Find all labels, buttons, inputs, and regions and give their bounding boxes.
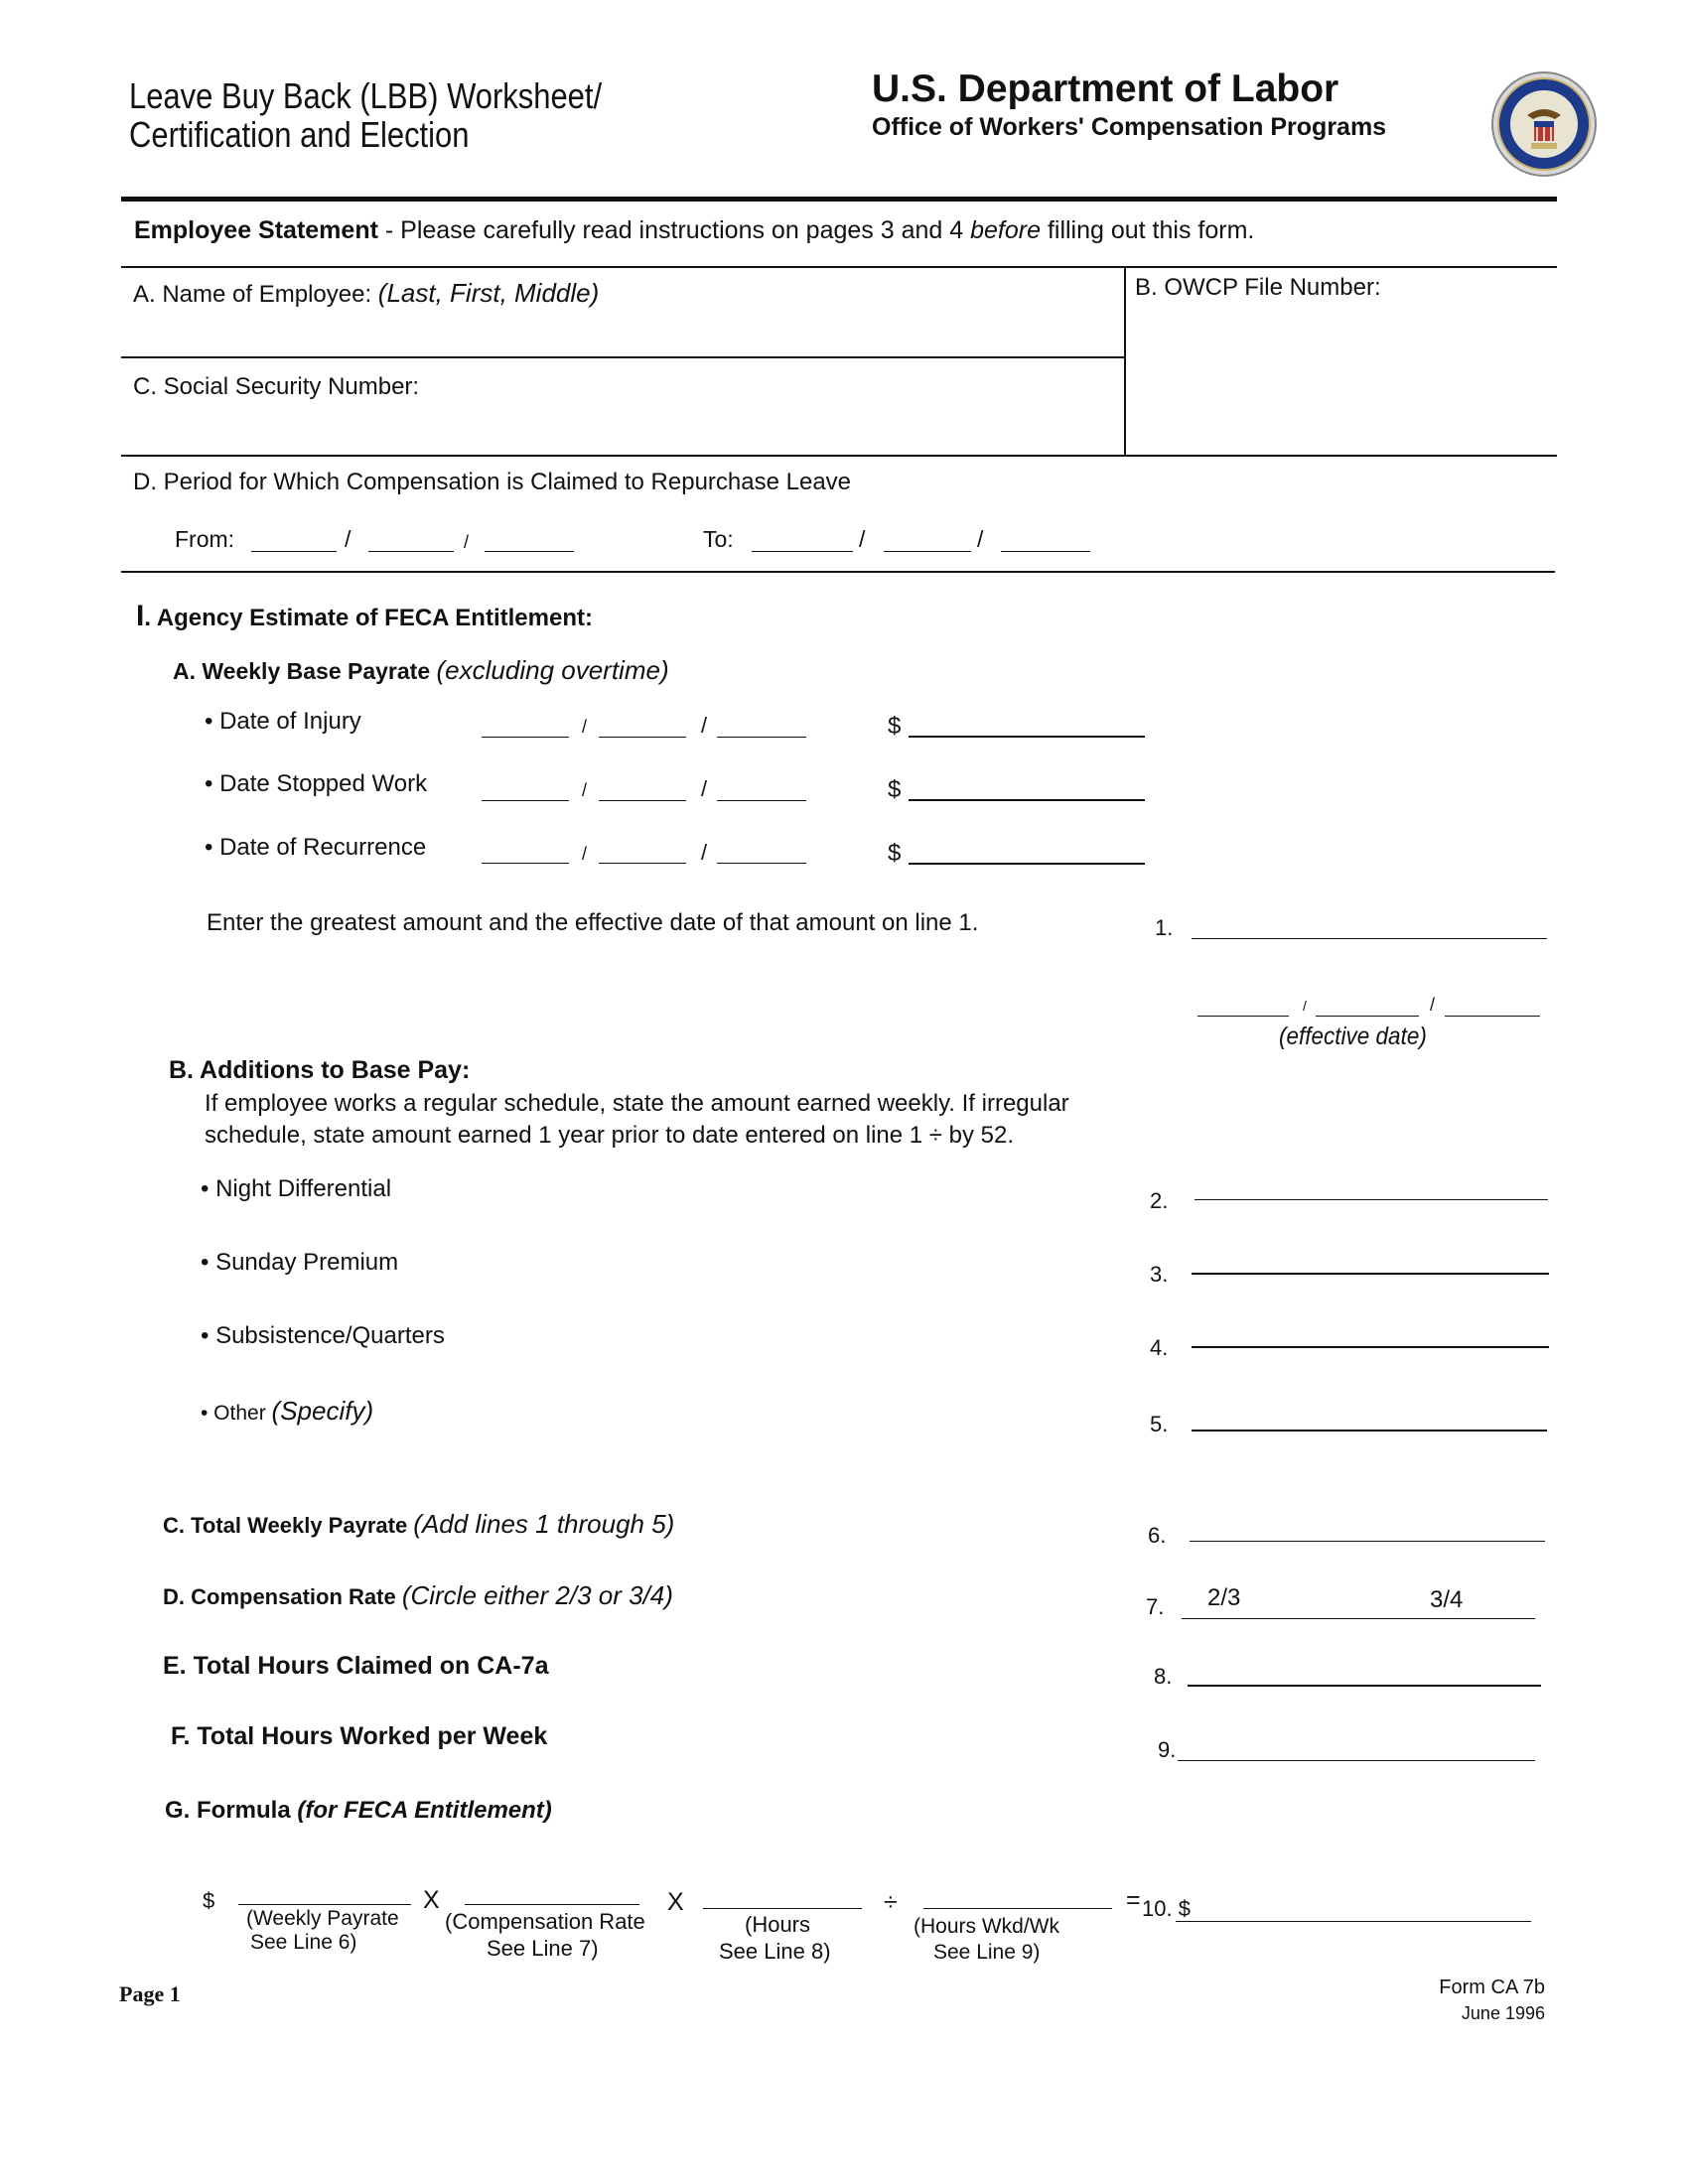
effective-date-caption: (effective date) (1279, 1023, 1427, 1050)
caption-weekly-payrate-1: (Weekly Payrate (246, 1907, 399, 1930)
date-slash: / (859, 526, 866, 552)
rule-name (121, 356, 1124, 358)
date-stopped-work-label: • Date Stopped Work (205, 770, 428, 797)
form-title-line2: Certification and Election (129, 114, 470, 155)
dol-seal-icon (1489, 69, 1599, 179)
total-hours-claimed-label: E. Total Hours Claimed on CA-7a (163, 1652, 549, 1680)
subsistence-quarters-label: • Subsistence/Quarters (201, 1322, 445, 1349)
date-slash: / (701, 776, 708, 801)
date-slash: / (582, 780, 588, 800)
injury-day-input[interactable] (599, 737, 686, 738)
to-month-input[interactable] (752, 551, 853, 552)
additions-instruction-2: schedule, state amount earned 1 year prior to date entered on line 1 ÷ by 52. (205, 1122, 1015, 1149)
total-weekly-payrate-label (163, 1509, 674, 1540)
stopped-month-input[interactable] (482, 800, 569, 801)
to-year-input[interactable] (1001, 551, 1090, 552)
line-number: 1. (1155, 915, 1174, 940)
section-heading (136, 600, 593, 633)
rule-period (121, 571, 1555, 573)
rule-top-fields (121, 266, 1557, 268)
formula-hours-worked-input[interactable] (923, 1908, 1112, 1909)
date-slash: / (464, 532, 470, 552)
line-10-input[interactable] (1176, 1921, 1531, 1922)
line-6-input[interactable] (1190, 1541, 1545, 1542)
employee-name-hint: (Last, First, Middle) (377, 278, 600, 308)
other-label-text: • Other (201, 1402, 272, 1425)
date-slash: / (701, 840, 708, 865)
date-slash: / (701, 713, 708, 738)
formula-result-label: 10. $ (1142, 1896, 1191, 1921)
injury-amount-input[interactable] (909, 736, 1145, 738)
caption-hours-worked-2: See Line 9) (933, 1941, 1041, 1964)
form-title-line1: Leave Buy Back (LBB) Worksheet/ (129, 75, 603, 116)
formula-heading-hint: (for FECA Entitlement) (297, 1797, 552, 1824)
line-2-input[interactable] (1195, 1199, 1548, 1200)
period-label: D. Period for Which Compensation is Claimed to Repurchase Leave (133, 469, 852, 495)
statement-end: filling out this form. (1041, 216, 1255, 244)
employee-name-label: A. Name of Employee: (133, 281, 378, 308)
section-heading-text: . Agency Estimate of FECA Entitlement: (144, 605, 593, 631)
line-number: 7. (1146, 1594, 1165, 1619)
compensation-rate-bold: D. Compensation Rate (163, 1584, 402, 1609)
employee-statement (134, 216, 1254, 245)
ssn-field[interactable]: C. Social Security Number: (133, 373, 420, 400)
office-name: Office of Workers' Compensation Programs (872, 113, 1387, 141)
stopped-amount-input[interactable] (909, 799, 1145, 801)
statement-emphasis: before (970, 216, 1041, 244)
rule-ssn (121, 455, 1557, 457)
recurrence-month-input[interactable] (482, 863, 569, 864)
recurrence-day-input[interactable] (599, 863, 686, 864)
date-slash: / (1303, 998, 1307, 1014)
effective-year-input[interactable] (1445, 1016, 1540, 1017)
date-slash: / (582, 844, 588, 864)
caption-hours-2: See Line 8) (719, 1939, 831, 1964)
date-slash: / (1430, 995, 1436, 1015)
form-number: Form CA 7b (1439, 1977, 1545, 1998)
line-number: 2. (1150, 1188, 1169, 1213)
line-number: 9. (1158, 1737, 1177, 1762)
from-day-input[interactable] (368, 551, 454, 552)
other-label-hint: (Specify) (271, 1396, 374, 1426)
injury-year-input[interactable] (717, 737, 806, 738)
formula-compensation-rate-input[interactable] (465, 1904, 639, 1905)
department-name: U.S. Department of Labor (872, 68, 1339, 110)
formula-equals: = (1126, 1886, 1141, 1914)
employee-name-field[interactable] (133, 278, 599, 309)
currency-symbol: $ (888, 713, 902, 740)
additions-heading: B. Additions to Base Pay: (169, 1056, 471, 1084)
line-3-input[interactable] (1192, 1273, 1549, 1275)
line-4-input[interactable] (1192, 1346, 1549, 1348)
other-label (201, 1396, 373, 1427)
caption-hours-1: (Hours (745, 1912, 811, 1937)
line-5-input[interactable] (1192, 1430, 1547, 1432)
date-slash: / (345, 526, 352, 552)
date-of-injury-label: • Date of Injury (205, 708, 361, 735)
line-number: 4. (1150, 1335, 1169, 1360)
weekly-base-payrate-hint: (excluding overtime) (436, 655, 669, 685)
weekly-base-payrate-bold: A. Weekly Base Payrate (173, 658, 437, 684)
form-date: June 1996 (1461, 2003, 1545, 2023)
date-of-recurrence-label: • Date of Recurrence (205, 834, 427, 861)
line-number: 6. (1148, 1523, 1167, 1548)
from-year-input[interactable] (485, 551, 574, 552)
from-month-input[interactable] (251, 551, 337, 552)
statement-lead: Employee Statement (134, 216, 378, 244)
from-label: From: (175, 526, 235, 552)
vertical-divider (1124, 266, 1126, 457)
caption-hours-worked-1: (Hours Wkd/Wk (914, 1915, 1059, 1938)
sunday-premium-label: • Sunday Premium (201, 1249, 399, 1276)
line-number: 8. (1154, 1664, 1173, 1689)
compensation-rate-label (163, 1580, 673, 1611)
total-weekly-payrate-hint: (Add lines 1 through 5) (413, 1509, 675, 1539)
page-number: Page 1 (119, 1981, 181, 2006)
recurrence-amount-input[interactable] (909, 863, 1145, 865)
injury-month-input[interactable] (482, 737, 569, 738)
weekly-base-payrate-label (173, 655, 669, 686)
formula-heading (165, 1797, 552, 1825)
effective-month-input[interactable] (1197, 1016, 1289, 1017)
line-number: 3. (1150, 1262, 1169, 1287)
currency-symbol: $ (888, 840, 902, 867)
line-number: 5. (1150, 1412, 1169, 1436)
caption-weekly-payrate-2: See Line 6) (250, 1931, 357, 1954)
formula-times: X (667, 1888, 684, 1916)
formula-hours-input[interactable] (703, 1908, 862, 1909)
to-day-input[interactable] (884, 551, 971, 552)
line-8-input[interactable] (1188, 1685, 1541, 1687)
caption-compensation-rate-1: (Compensation Rate (445, 1909, 645, 1934)
compensation-rate-hint: (Circle either 2/3 or 3/4) (401, 1580, 673, 1610)
currency-symbol: $ (888, 776, 902, 803)
formula-divide: ÷ (884, 1888, 898, 1916)
statement-text: - Please carefully read instructions on pages 3 and 4 (377, 216, 971, 244)
greatest-amount-instruction: Enter the greatest amount and the effective date of that amount on line 1. (207, 909, 979, 936)
line-1-input[interactable] (1192, 938, 1547, 939)
caption-compensation-rate-2: See Line 7) (487, 1936, 599, 1961)
effective-day-input[interactable] (1316, 1016, 1419, 1017)
to-label: To: (703, 526, 734, 552)
line-7-input[interactable] (1182, 1618, 1535, 1619)
formula-times: X (423, 1886, 440, 1914)
line-9-input[interactable] (1178, 1760, 1535, 1761)
total-hours-worked-label: F. Total Hours Worked per Week (171, 1722, 548, 1750)
total-weekly-payrate-bold: C. Total Weekly Payrate (163, 1513, 414, 1538)
formula-dollar: $ (203, 1888, 215, 1913)
stopped-year-input[interactable] (717, 800, 806, 801)
additions-instruction-1: If employee works a regular schedule, state the amount earned weekly. If irregular (205, 1090, 1069, 1117)
rate-option-three-quarters[interactable]: 3/4 (1430, 1586, 1464, 1613)
section-heading-letter: I (136, 600, 145, 632)
owcp-file-number-field[interactable]: B. OWCP File Number: (1135, 274, 1381, 301)
formula-heading-bold: G. Formula (165, 1797, 298, 1824)
rate-option-two-thirds[interactable]: 2/3 (1207, 1584, 1241, 1611)
date-slash: / (977, 526, 984, 552)
date-slash: / (582, 717, 588, 737)
recurrence-year-input[interactable] (717, 863, 806, 864)
night-differential-label: • Night Differential (201, 1175, 392, 1202)
formula-weekly-payrate-input[interactable] (238, 1904, 411, 1905)
stopped-day-input[interactable] (599, 800, 686, 801)
header-rule (121, 197, 1557, 202)
